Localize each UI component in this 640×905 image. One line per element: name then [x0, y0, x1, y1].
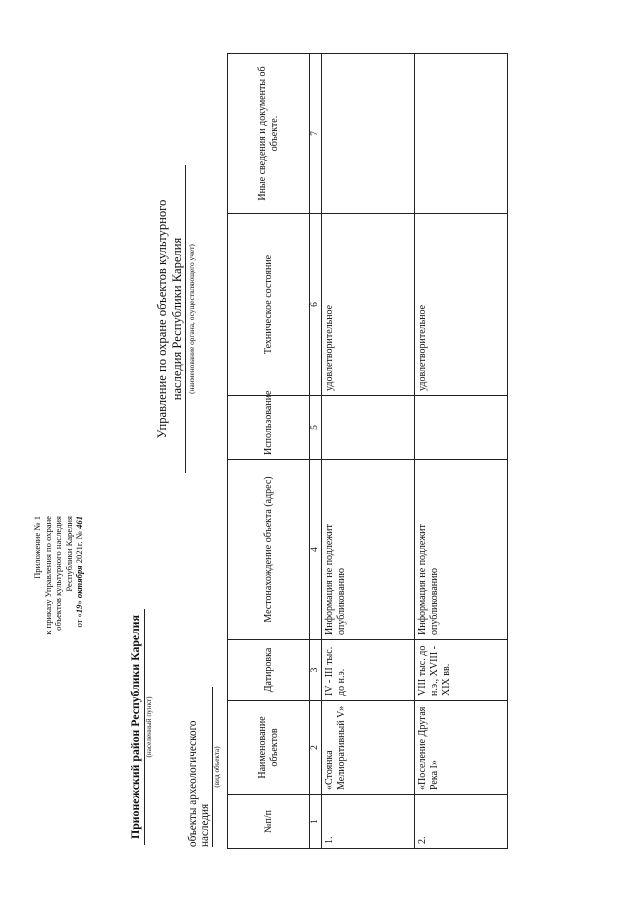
row-location: Информация не подлежит опубликованию [322, 460, 415, 640]
table-column-number-row [310, 54, 322, 849]
appendix-block [32, 516, 85, 635]
appendix-line-3: объектов культурного наследия [53, 516, 64, 631]
organization-name-line-2: наследия Республики Карелия [170, 237, 184, 401]
row-usage [322, 396, 415, 460]
table-row [322, 54, 415, 849]
organization-caption: (наименование органа, осуществляющего учет) [187, 244, 196, 394]
row-other [415, 54, 508, 214]
appendix-line-1: Приложение № 1 [32, 516, 42, 579]
row-object-name: «Поселение Другая Река I» [415, 701, 508, 795]
district-block [128, 607, 153, 847]
appendix-date-year: 2021г. № [74, 528, 85, 566]
row-number: 2. [415, 795, 508, 849]
table-header-row [228, 54, 310, 849]
appendix-date-prefix: от « [74, 613, 85, 628]
row-condition: удовлетворительное [322, 214, 415, 396]
row-other [322, 54, 415, 214]
column-number-2: 2 [310, 701, 322, 795]
objects-table [227, 53, 508, 849]
appendix-date-month: октября [74, 565, 85, 599]
organization-underline [185, 165, 186, 473]
header-usage: Использование [228, 396, 310, 460]
column-number-7: 7 [310, 54, 322, 214]
column-number-3: 3 [310, 640, 322, 701]
column-number-5: 5 [310, 396, 322, 460]
row-object-name: «Стоянка Мелиоративный V» [322, 701, 415, 795]
row-dating: IV - III тыс. до н.э. [322, 640, 415, 701]
organization-block [155, 159, 196, 479]
appendix-date-mid: » [74, 598, 85, 605]
header-other: Иные сведения и документы об объекте. [228, 54, 310, 214]
object-kind-name: объекты археологического наследия [187, 720, 211, 847]
appendix-line-5 [74, 516, 85, 635]
table-row [415, 54, 508, 849]
column-number-4: 4 [310, 460, 322, 640]
appendix-order-number: 461 [74, 516, 85, 529]
object-kind-caption: (вид объекта) [213, 746, 221, 788]
row-location: Информация не подлежит опубликованию [415, 460, 508, 640]
organization-name-line-1: Управление по охране объектов культурного [155, 199, 169, 439]
district-caption: (населенный пункт) [145, 696, 153, 758]
header-location: Местонахождение объекта (адрес) [228, 460, 310, 640]
header-condition: Техническое состояние [228, 214, 310, 396]
row-dating: VIII тыс. до н.э., XVIII - XIX вв. [415, 640, 508, 701]
column-number-6: 6 [310, 214, 322, 396]
header-name: Наименование объектов [228, 701, 310, 795]
district-name: Прионежский район Республики Карелия [128, 615, 142, 839]
row-number: 1. [322, 795, 415, 849]
appendix-line-4: Республики Карелия [63, 516, 74, 592]
header-dating: Датировка [228, 640, 310, 701]
appendix-date-day: 19 [74, 604, 85, 614]
object-kind-block [187, 687, 221, 847]
row-usage [415, 396, 508, 460]
column-number-1: 1 [310, 795, 322, 849]
row-condition: удовлетворительное [415, 214, 508, 396]
header-number: №п/п [228, 795, 310, 849]
appendix-line-2: к приказу Управления по охране [42, 516, 53, 635]
